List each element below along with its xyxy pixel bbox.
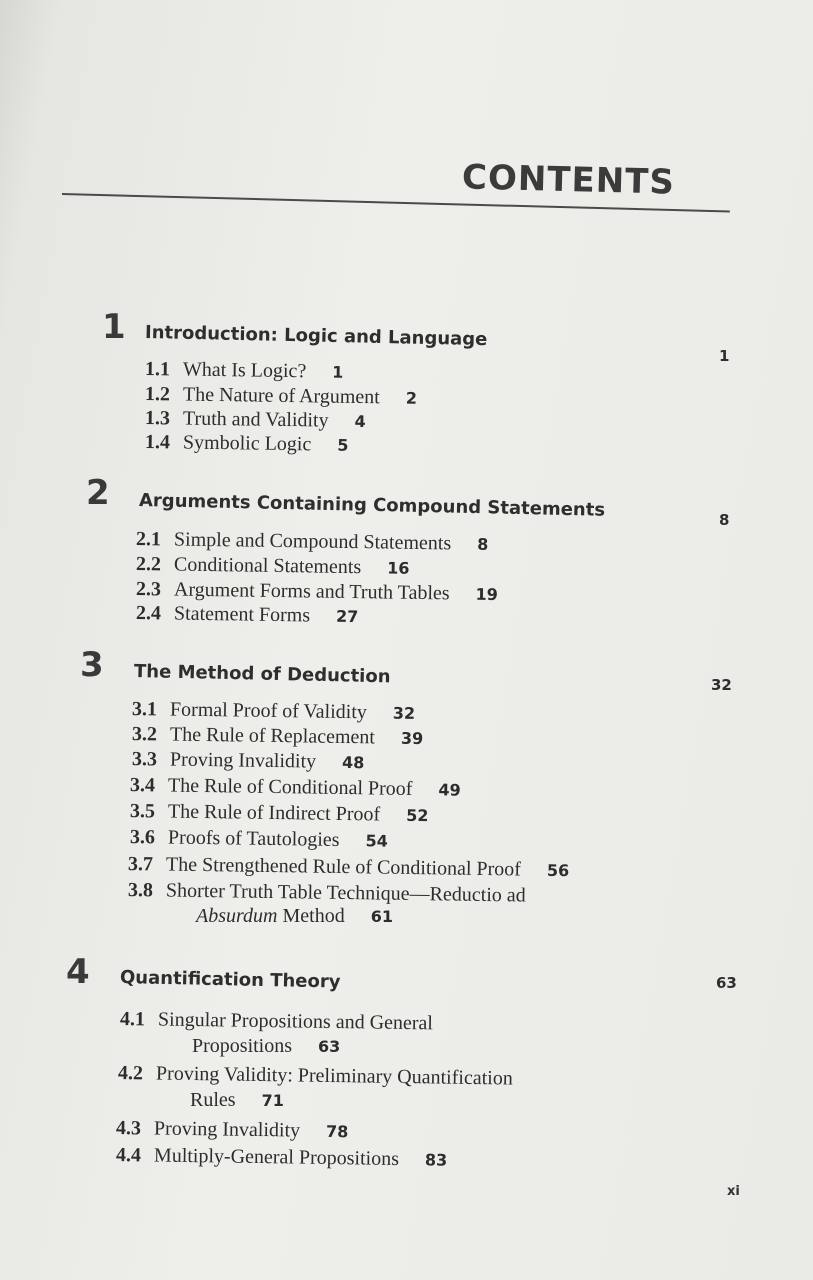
chapter-page: 63 [716, 974, 737, 992]
section-title: The Rule of Replacement [169, 723, 376, 749]
chapter-number: 3 [80, 645, 104, 685]
toc-entry [136, 553, 410, 580]
section-title: The Rule of Conditional Proof [167, 774, 413, 800]
section-number: 3.3 [131, 748, 158, 771]
toc-entry [145, 383, 417, 410]
toc-entry [130, 774, 461, 802]
toc-entry [120, 1008, 433, 1035]
chapter-title: Introduction: Logic and Language [144, 322, 488, 351]
toc-entry [145, 431, 349, 457]
toc-entry [116, 1144, 448, 1172]
section-title-continuation: Method [277, 905, 345, 927]
section-page: 83 [424, 1150, 448, 1170]
section-number: 1.1 [144, 358, 171, 381]
section-page: 27 [335, 606, 359, 627]
toc-entry [116, 1117, 349, 1143]
section-title: What Is Logic? [182, 358, 307, 383]
section-title: Argument Forms and Truth Tables [173, 578, 450, 605]
chapter-title: The Method of Deduction [133, 661, 391, 688]
section-page: 4 [354, 411, 366, 432]
section-title: Multiply-General Propositions [153, 1144, 400, 1170]
chapter-number: 4 [66, 952, 90, 992]
section-number: 4.3 [115, 1117, 142, 1140]
section-number: 1.2 [144, 383, 171, 406]
toc-entry-continuation [196, 905, 393, 928]
section-title: Singular Propositions and General [157, 1008, 434, 1035]
toc-entry [130, 826, 388, 853]
toc-entry [132, 698, 415, 725]
section-page: 16 [387, 558, 410, 578]
toc-entry-continuation [192, 1035, 340, 1058]
chapter-page: 8 [719, 511, 730, 529]
section-number: 3.6 [129, 826, 156, 849]
toc-entry [136, 602, 359, 628]
section-title: Simple and Compound Statements [173, 528, 452, 555]
section-page: 49 [438, 780, 461, 800]
section-page: 39 [400, 728, 424, 749]
section-number: 2.4 [135, 602, 162, 625]
toc-entry [128, 853, 569, 882]
chapter-title: Quantification Theory [119, 967, 341, 993]
section-page: 63 [318, 1037, 341, 1056]
section-title: The Nature of Argument [182, 383, 380, 409]
toc-entry-continuation [190, 1089, 284, 1112]
section-number: 2.3 [135, 578, 162, 601]
section-page: 48 [341, 752, 365, 773]
section-page: 56 [546, 860, 570, 881]
section-title: The Strengthened Rule of Conditional Proof [165, 853, 522, 881]
section-number: 2.2 [135, 553, 162, 576]
section-page: 19 [475, 584, 499, 605]
section-number: 3.2 [131, 723, 158, 746]
section-number: 2.1 [135, 528, 162, 551]
page-folio: xi [727, 1184, 740, 1199]
toc-entry [128, 879, 526, 908]
section-number: 3.4 [129, 774, 156, 797]
section-title-italic: Absurdum [196, 905, 278, 927]
section-page: 1 [332, 362, 344, 382]
section-title: Truth and Validity [182, 407, 329, 432]
section-number: 1.3 [144, 407, 171, 430]
section-title: Proving Invalidity [153, 1117, 301, 1142]
chapter-page: 1 [719, 347, 730, 365]
section-page: 54 [365, 831, 388, 851]
chapter-title: Arguments Containing Compound Statements [138, 490, 606, 521]
chapter-page: 32 [711, 676, 732, 694]
toc-entry [145, 407, 366, 433]
section-page: 2 [405, 388, 418, 408]
section-number: 4.4 [115, 1144, 142, 1167]
section-title: Proving Invalidity [169, 748, 317, 773]
section-title: Shorter Truth Table Technique—Reductio ad [165, 879, 526, 907]
section-title: Proving Validity: Preliminary Quantification [155, 1062, 513, 1090]
chapter-number: 2 [86, 473, 110, 513]
section-title-continuation: Propositions [192, 1035, 293, 1057]
section-page: 52 [406, 805, 429, 826]
toc-entry [136, 528, 489, 556]
toc-entry [118, 1062, 513, 1091]
section-number: 4.1 [119, 1008, 146, 1031]
section-title: Symbolic Logic [182, 431, 312, 456]
section-title: Formal Proof of Validity [169, 698, 367, 724]
section-number: 1.4 [144, 431, 171, 454]
section-number: 3.1 [131, 698, 158, 721]
section-title: The Rule of Indirect Proof [167, 800, 381, 826]
section-page: 5 [337, 435, 349, 455]
section-title: Statement Forms [173, 602, 311, 627]
section-number: 4.2 [117, 1062, 144, 1085]
toc-entry [130, 800, 429, 827]
toc-entry [132, 723, 423, 750]
section-page: 8 [477, 534, 489, 554]
section-page: 32 [392, 703, 416, 723]
section-page: 78 [325, 1121, 349, 1142]
section-title-continuation: Rules [190, 1089, 236, 1111]
toc-entry [145, 358, 344, 384]
section-number: 3.7 [127, 853, 154, 876]
section-title: Proofs of Tautologies [167, 826, 340, 851]
section-number: 3.5 [129, 800, 156, 823]
toc-entry [132, 748, 365, 774]
section-page: 61 [370, 907, 393, 926]
page-title: CONTENTS [461, 157, 676, 203]
section-number: 3.8 [127, 879, 154, 902]
section-title: Conditional Statements [173, 553, 362, 579]
chapter-number: 1 [102, 307, 126, 347]
section-page: 71 [261, 1091, 284, 1110]
